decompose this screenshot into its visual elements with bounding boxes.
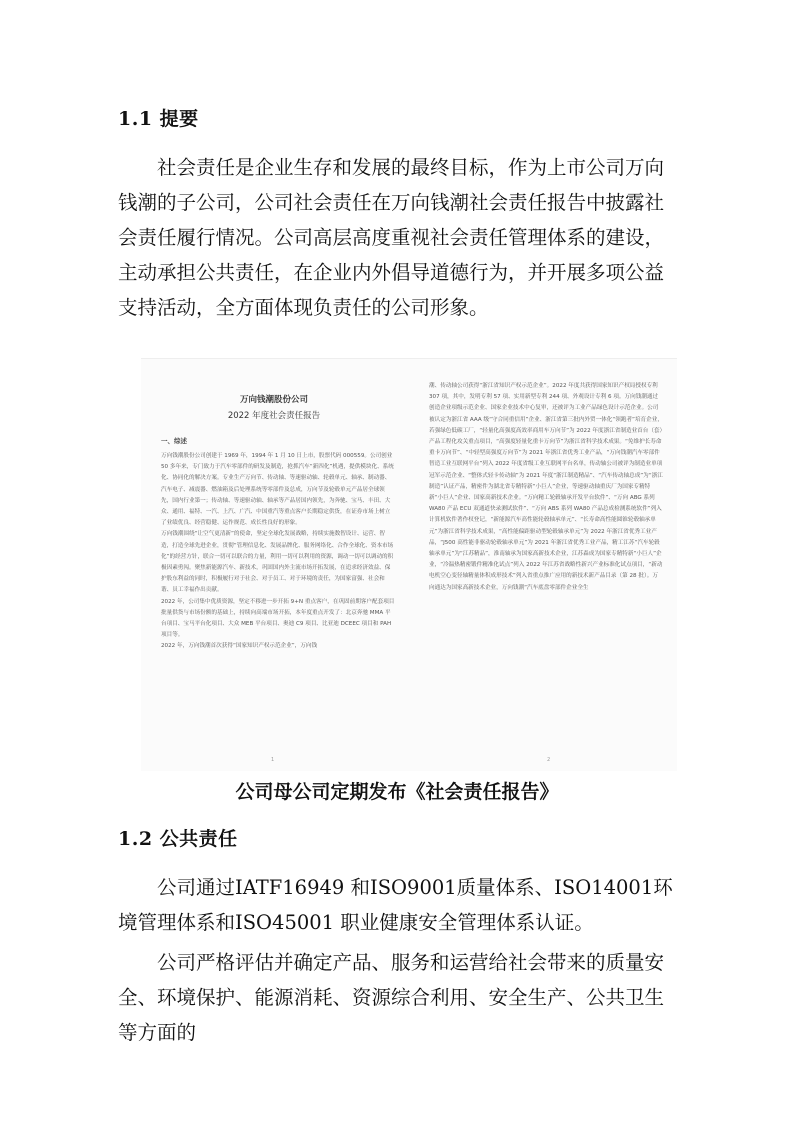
image-caption: 公司母公司定期发布《社会责任报告》 xyxy=(235,781,559,803)
report-scan-image xyxy=(141,358,677,771)
summary-text: 社会责任是企业生存和发展的最终目标，作为上市公司万向钱潮的子公司，公司社会责任在万向钱潮社会责任报告中披露社会责任履行情况。公司高层高度重视社会责任管理体系的建设，主动承担公共责任，在企业内外倡导道德行为，并开展多项公益支持活动，全方面体现负责任的公司形象。 xyxy=(118,156,665,319)
report-page-number-left: 1 xyxy=(271,757,275,763)
report-page-left xyxy=(143,359,405,771)
public-responsibility-paragraph-1 xyxy=(118,870,683,940)
report-left-text: 万向钱潮股份公司创建于 1969 年，1994 年 1 月 10 日上市，股票代码 000559。公司创业 50 多年来，专门致力于汽车零部件的研发及制造，抢抓汽车“新四化”机遇，提供模块化、系统化、协同化的解决方案。专业生产万向节、传动轴、等速驱动轴、轮毂单元、轴承、制动器、汽车电子、减震器、燃油箱及后处理系统等零部件及总成，万向节及轮毂单元产品居全球领先，国内行业第一；传动轴、等速驱动轴、轴承等产品居国内领先，为奔驰、宝马、丰田、大众、通用、福特、一汽、上汽、广汽、中国重汽等重点客户长期稳定供货，在证券市场上树立了业绩优良、经营稳健、运作规范、成长性良好的形象。 万向钱潮围绕“让空气更清新”的使命，坚定全球化发展战略，持续实施数智设计、运营、智造，打造全球先进企业，贯彻“管理信息化、发展品牌化、服务网络化、合作全球化、资本市场化”的经营方针，联合一切可以联合的力量，利用一切可以利用的资源，调动一切可以调动的积极因素勇闯。聚焦新能源汽车、新技术，巩固国内外主流市场开拓发展，在追求经济效益、保护股东利益的同时，积极履行对于社会、对于员工、对于环境的责任，为国家富强、社会和谐、员工幸福作出贡献。 2022 年，公司集中优质资源，坚定不移进一步开拓 9+N 重点客户，在巩固前期客户配套项目批量供货与市场份额的基础上，持续向高端市场开拓，本年度重点开发了：北京奔驰 MMA 平台项目、宝马平台化项目、大众 MEB 平台项目、奥迪 C9 项目、比亚迪 DCEEC 项目和 PAH 项目等。 2022 年，万向钱潮首次获得“国家知识产权示范企业”，万向钱 xyxy=(161,453,395,650)
report-page-number-right: 2 xyxy=(547,757,551,763)
report-right-text: 潮、传动轴公司获得“浙江省知识产权示范企业”。2022 年度共获得国家知识产权局授权专利 307 项，其中，发明专利 57 项、实用新型专利 244 项、外观设计专利 6 项。万向钱潮通过创造企业项级示范企业、国家企业技术中心复审，还被评为工业产品绿色设计示范企业。公司被认定为浙江省 AAA 级“守合同重信用”企业、浙江省第三批内外贸一体化“领跑者”培育企业，若强绿色低碳工厂，“轻量化高强度高效率商用车万向节”为 2022 年度浙江省制造业首台（套）产品工程化攻关重点项目，“高强度轻量化重卡万向节”为浙江省科学技术成果。“免维护长寿命重卡万向节”、“中轻型高强度万向节”为 2021 年浙江省优秀工业产品，“万向钱潮汽车零部件智造工业互联网平台”列入 2022 年度省级工业互联网平台名单，传动轴公司被评为制造业单项冠军示范企业、“整体式轻卡传动轴”为 2021 年度“浙江制造精品”、“汽车传动轴总成”为“浙江制造”认证产品，精密件为湖北省专精特新“小巨人”企业，等速驱动轴重庆厂为国家专精特新“小巨人”企业、国家高新技术企业。“万向精工轮毂轴承开发平台软件”、“万向 ABG 系列 WA80 产品 ECU 双通道快录测试软件”、“万向 ABS 系列 WA80 产品总成检测系统软件”列入计算机软件著作权登记，“新能源汽车高性能轮毂轴承单元”、“长寿命高性能圆锥轮毂轴承单元”为浙江省科学技术成果，“高性能偏距驱动型轮毂轴承单元”为 2022 年浙江省优秀工业产品，“J500 高性能非驱动轮毂轴承单元”为 2021 年浙江省优秀工业产品，精工江苏“汽车轮毂轴承单元”为“江苏精品”，淮南轴承为国家高新技术企业，江苏森成为国家专精特新“小巨人”企业，“冷温热精密锻件精准化试点”列入 2022 年江苏省战略性新兴产业标准化试点项目，“新动电机空心变径轴精量体积成形技术”列入省重点推广应用的新技术新产品目录（第 28 批）。万向通达为国家高新技术企业，万向钱潮“汽车底盘零部件企业全生 xyxy=(429,383,663,591)
report-title: 2022 年度社会责任报告 xyxy=(227,411,321,421)
summary-paragraph xyxy=(118,150,683,325)
public-responsibility-paragraph-2 xyxy=(118,945,683,1050)
report-section-heading: 一、综述 xyxy=(161,437,187,445)
report-page-right xyxy=(423,359,675,771)
section-heading-public-responsibility: 1.2 公共责任 xyxy=(118,828,238,850)
assessment-text: 公司严格评估并确定产品、服务和运营给社会带来的质量安全、环境保护、能源消耗、资源综合利用、安全生产、公共卫生等方面的 xyxy=(118,951,665,1044)
report-company-name: 万向钱潮股份公司 xyxy=(239,395,308,405)
section-heading-summary: 1.1 提要 xyxy=(118,108,199,130)
certification-text: 公司通过IATF16949 和ISO9001质量体系、ISO14001环境管理体系和ISO45001 职业健康安全管理体系认证。 xyxy=(118,876,673,934)
